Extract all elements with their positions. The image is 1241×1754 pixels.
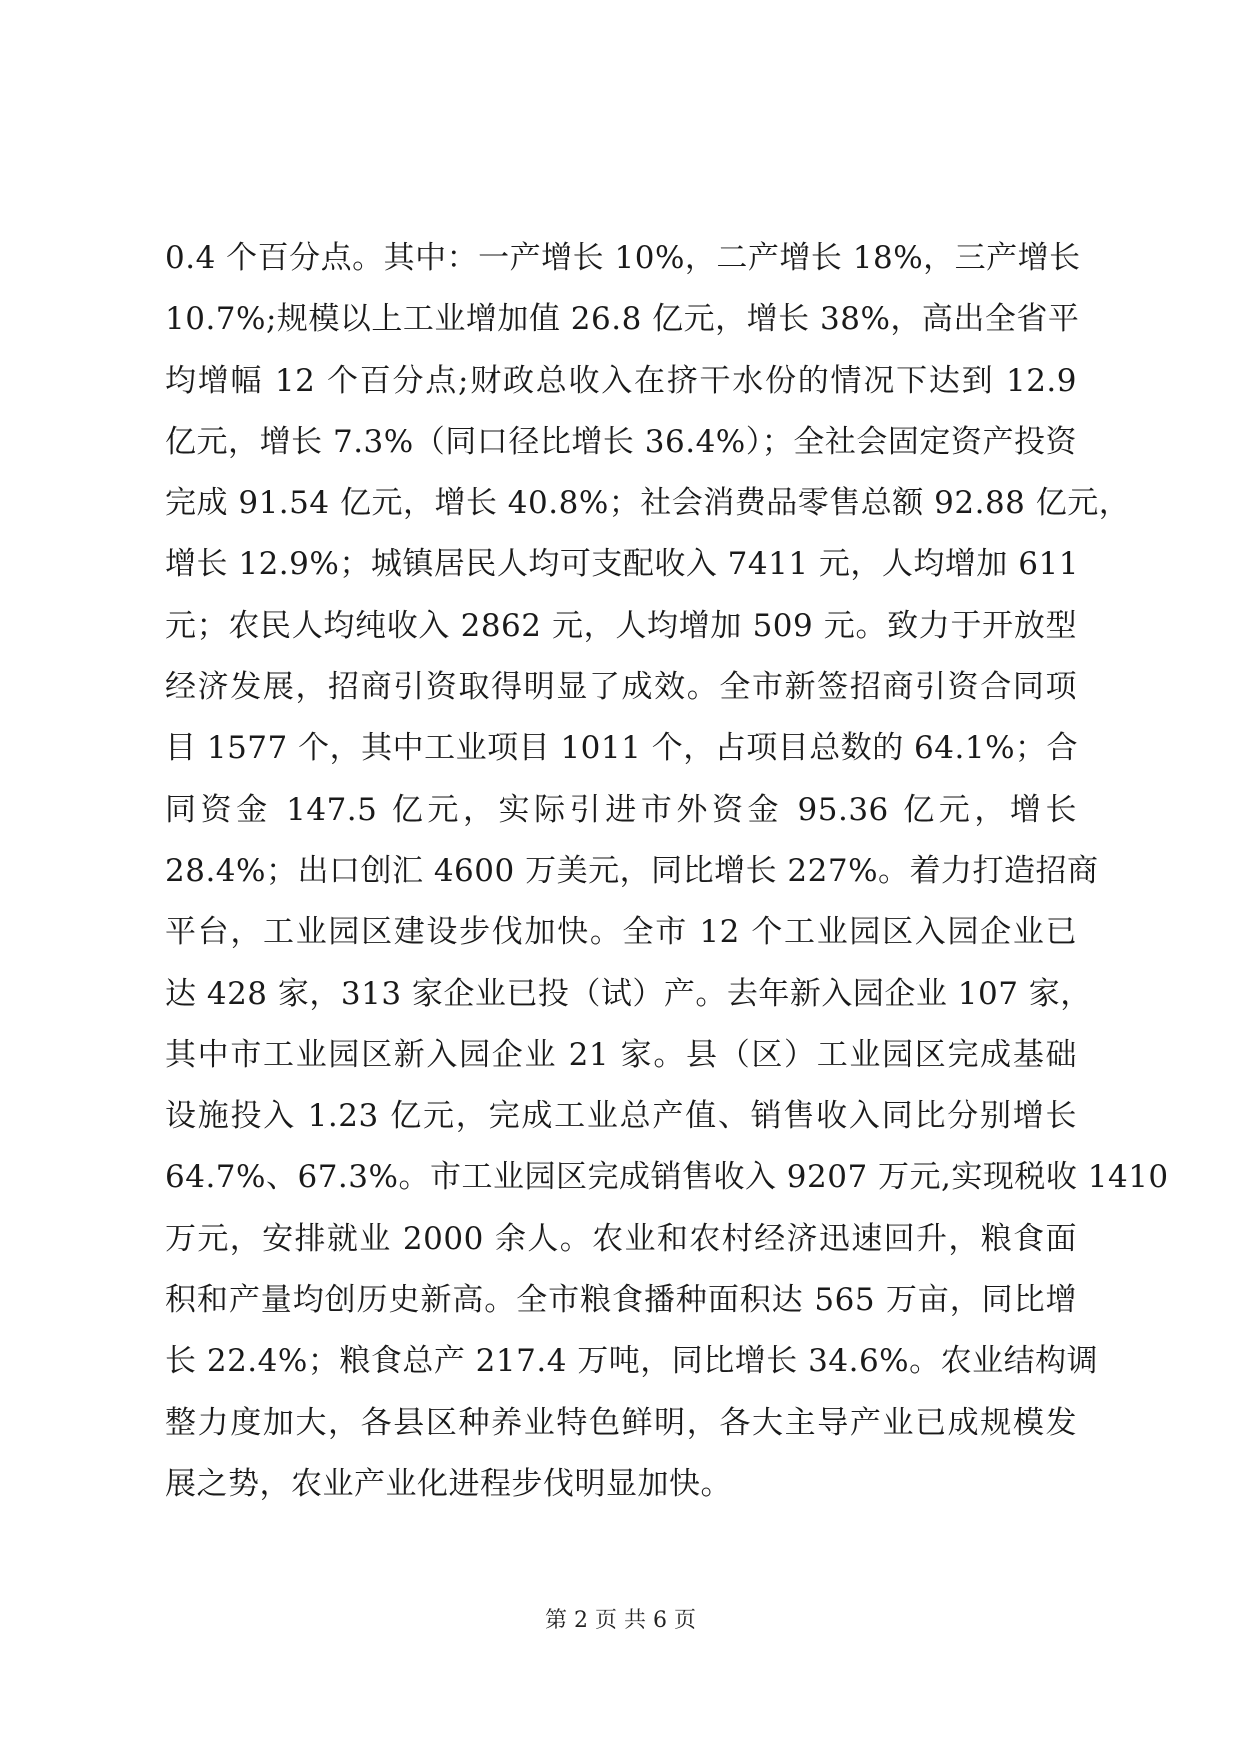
- paragraph-line: 经济发展，招商引资取得明显了成效。全市新签招商引资合同项: [165, 669, 1077, 706]
- paragraph-line: 元；农民人均纯收入 2862 元，人均增加 509 元。致力于开放型: [165, 607, 1077, 644]
- paragraph-line: 整力度加大，各县区种养业特色鲜明，各大主导产业已成规模发: [165, 1404, 1077, 1441]
- paragraph-line: 其中市工业园区新入园企业 21 家。县（区）工业园区完成基础: [165, 1036, 1077, 1073]
- paragraph-line: 达 428 家，313 家企业已投（试）产。去年新入园企业 107 家，: [165, 975, 1092, 1012]
- paragraph-line: 万元，安排就业 2000 余人。农业和农村经济迅速回升，粮食面: [165, 1220, 1077, 1257]
- paragraph-line: 平台，工业园区建设步伐加快。全市 12 个工业园区入园企业已: [165, 914, 1077, 951]
- paragraph-line: 均增幅 12 个百分点;财政总收入在挤干水份的情况下达到 12.9: [165, 362, 1077, 399]
- paragraph-line: 0.4 个百分点。其中：一产增长 10%，二产增长 18%，三产增长: [165, 240, 1081, 276]
- paragraph-line: 完成 91.54 亿元，增长 40.8%；社会消费品零售总额 92.88 亿元，: [165, 485, 1131, 522]
- paragraph-line: 64.7%、67.3%。市工业园区完成销售收入 9207 万元,实现税收 1410: [165, 1159, 1169, 1196]
- paragraph-line: 展之势，农业产业化进程步伐明显加快。: [165, 1465, 732, 1502]
- paragraph-line: 10.7%;规模以上工业增加值 26.8 亿元，增长 38%，高出全省平: [165, 301, 1080, 338]
- paragraph-line: 亿元，增长 7.3%（同口径比增长 36.4%）；全社会固定资产投资: [165, 423, 1077, 460]
- paragraph-line: 长 22.4%；粮食总产 217.4 万吨，同比增长 34.6%。农业结构调: [165, 1343, 1099, 1380]
- paragraph-line: 同资金 147.5 亿元，实际引进市外资金 95.36 亿元，增长: [165, 791, 1077, 828]
- paragraph-line: 积和产量均创历史新高。全市粮食播种面积达 565 万亩，同比增: [165, 1282, 1077, 1319]
- paragraph-line: 增长 12.9%；城镇居民人均可支配收入 7411 元，人均增加 611: [165, 546, 1079, 583]
- paragraph-line: 目 1577 个，其中工业项目 1011 个，占项目总数的 64.1%；合: [165, 730, 1079, 767]
- page-number-footer: 第 2 页 共 6 页: [545, 1608, 696, 1633]
- paragraph-line: 设施投入 1.23 亿元，完成工业总产值、销售收入同比分别增长: [165, 1098, 1077, 1135]
- paragraph-line: 28.4%；出口创汇 4600 万美元，同比增长 227%。着力打造招商: [165, 852, 1099, 889]
- body-paragraph: [165, 228, 1169, 1515]
